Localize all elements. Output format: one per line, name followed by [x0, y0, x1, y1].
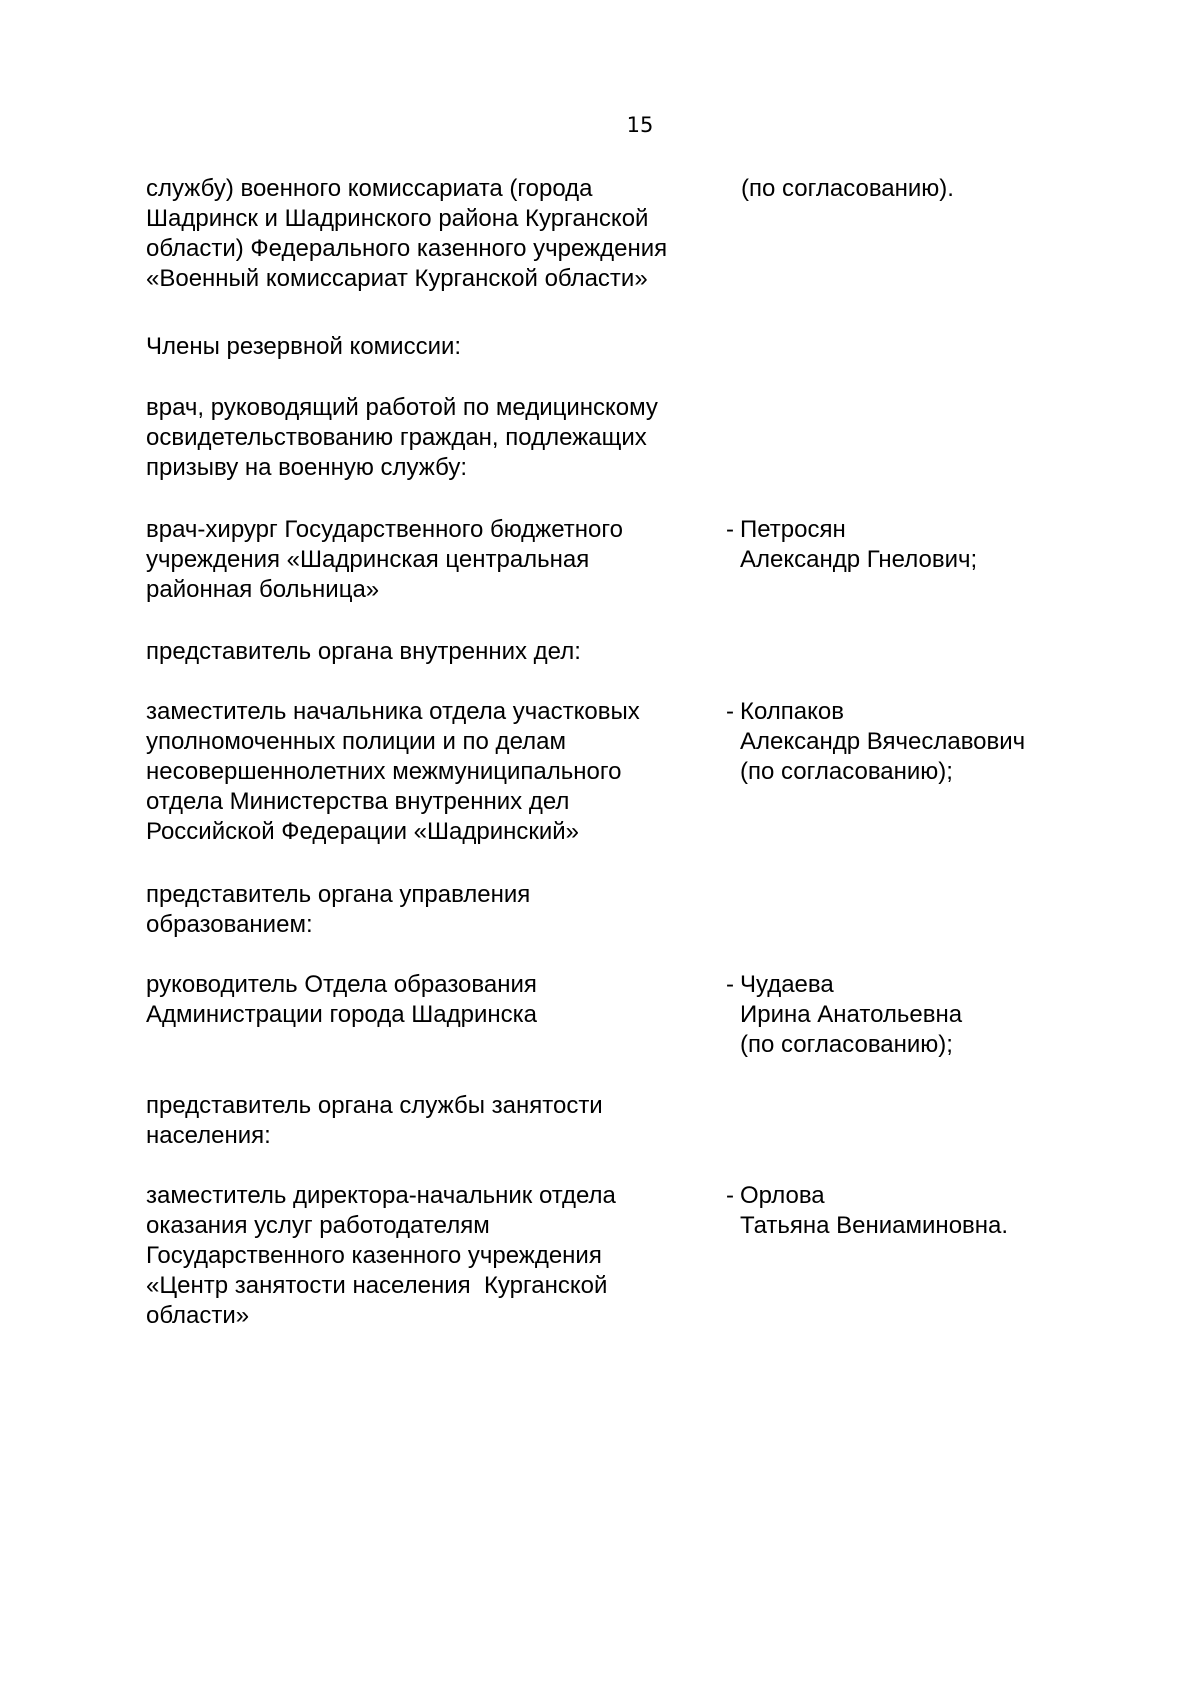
text-line: заместитель директора-начальник отдела	[146, 1182, 616, 1209]
text-line: отдела Министерства внутренних дел	[146, 788, 570, 815]
surname: Петросян	[740, 516, 846, 543]
text-line: освидетельствованию граждан, подлежащих	[146, 424, 647, 451]
text-line: населения:	[146, 1122, 271, 1149]
text-line: «Центр занятости населения Курганской	[146, 1272, 608, 1299]
text-line: заместитель начальника отдела участковых	[146, 698, 640, 725]
text-line: уполномоченных полиции и по делам	[146, 728, 566, 755]
given-name: Ирина Анатольевна	[740, 1001, 963, 1028]
doctor-heading	[146, 393, 1046, 483]
approval-note: (по согласованию).	[741, 175, 954, 202]
text-line: области»	[146, 1302, 250, 1329]
text-line: врач, руководящий работой по медицинскому	[146, 394, 658, 421]
text-line: призыву на военную службу:	[146, 454, 467, 481]
text-line: руководитель Отдела образования	[146, 971, 537, 998]
doctor-name	[726, 515, 977, 575]
text-line: врач-хирург Государственного бюджетного	[146, 516, 623, 543]
surname: Чудаева	[740, 971, 834, 998]
employment-position	[146, 1181, 726, 1331]
police-position	[146, 697, 726, 847]
surname: Орлова	[740, 1182, 825, 1209]
military-commissariat-position	[146, 174, 726, 294]
approval-note: (по согласованию);	[740, 1031, 953, 1058]
section-heading-reserve	[146, 332, 1046, 362]
text-line: Администрации города Шадринска	[146, 1001, 537, 1028]
employment-heading	[146, 1091, 1046, 1151]
approval-note: (по согласованию);	[740, 758, 953, 785]
education-position	[146, 970, 726, 1030]
text-line: Государственного казенного учреждения	[146, 1242, 602, 1269]
text-line: службу) военного комиссариата (города	[146, 175, 593, 202]
given-name: Татьяна Вениаминовна.	[740, 1212, 1009, 1239]
dash-mark: -	[726, 1182, 734, 1209]
doctor-position	[146, 515, 726, 605]
text-line: Российской Федерации «Шадринский»	[146, 818, 580, 845]
given-name: Александр Гнелович;	[740, 546, 978, 573]
education-name	[726, 970, 962, 1060]
text-line: представитель органа внутренних дел:	[146, 638, 581, 665]
text-line: представитель органа управления	[146, 881, 531, 908]
text-line: представитель органа службы занятости	[146, 1092, 603, 1119]
text-line: несовершеннолетних межмуниципального	[146, 758, 622, 785]
dash-mark: -	[726, 971, 734, 998]
education-heading	[146, 880, 1046, 940]
dash-mark: -	[726, 516, 734, 543]
dash-mark: -	[726, 698, 734, 725]
section-heading: Члены резервной комиссии:	[146, 333, 462, 360]
police-name	[726, 697, 1025, 787]
text-line: «Военный комиссариат Курганской области»	[146, 265, 648, 292]
page-number: 15	[626, 113, 654, 137]
text-line: образованием:	[146, 911, 313, 938]
police-heading	[146, 637, 1046, 667]
text-line: Шадринск и Шадринского района Курганской	[146, 205, 649, 232]
text-line: области) Федерального казенного учреждения	[146, 235, 668, 262]
employment-name	[726, 1181, 1008, 1241]
text-line: учреждения «Шадринская центральная	[146, 546, 590, 573]
surname: Колпаков	[740, 698, 845, 725]
given-name: Александр Вячеславович	[740, 728, 1026, 755]
text-line: районная больница»	[146, 576, 380, 603]
text-line: оказания услуг работодателям	[146, 1212, 490, 1239]
military-commissariat-note	[741, 174, 954, 204]
